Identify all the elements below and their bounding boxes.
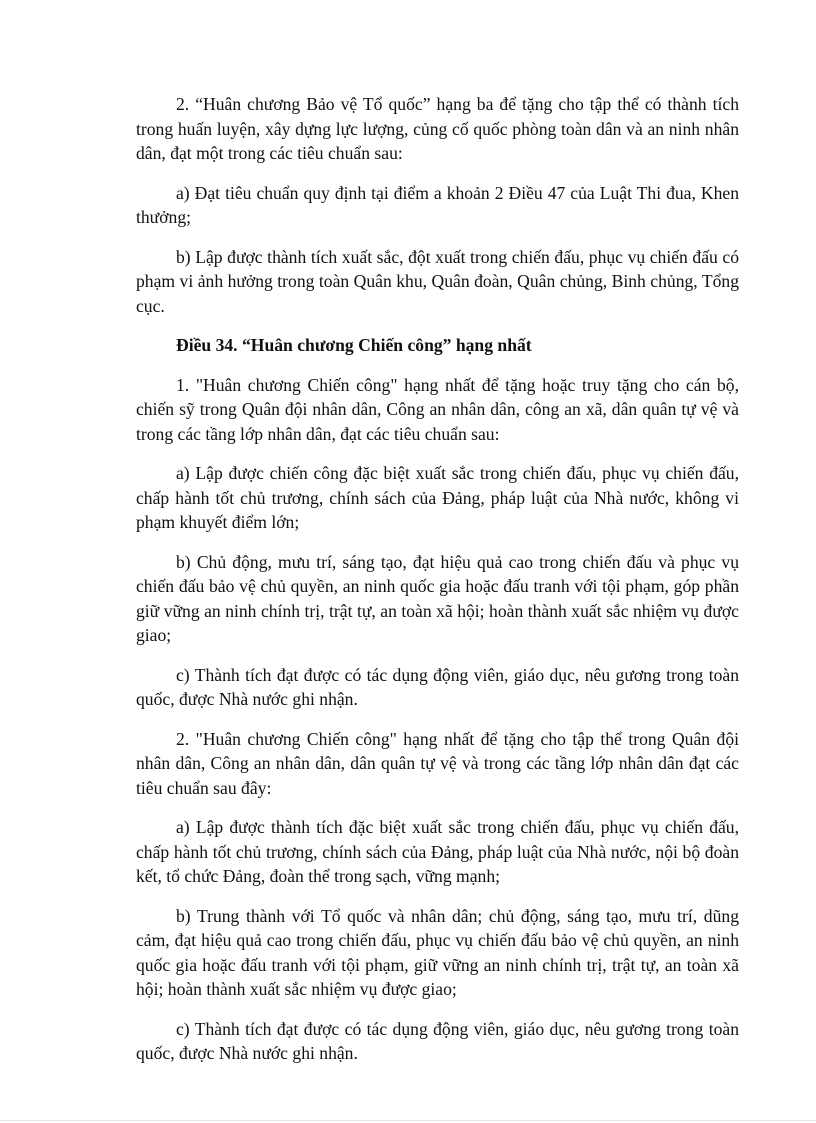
paragraph-clause-2-point-a: a) Lập được thành tích đặc biệt xuất sắc trong chiến đấu, phục vụ chiến đấu, chấp hành tốt chủ trương, chính sách của Đảng, pháp luật của Nhà nước, nội bộ đoàn kết, tổ chức Đảng, đoàn thể trong sạch, vững mạnh; [136, 817, 739, 886]
paragraph-article-34-clause-2: 2. "Huân chương Chiến công" hạng nhất để tặng cho tập thể trong Quân đội nhân dân, Công an nhân dân, dân quân tự vệ và trong các tầng lớp nhân dân đạt các tiêu chuẩn sau đây: [136, 728, 739, 798]
paragraph-article-34-clause-1: 1. "Huân chương Chiến công" hạng nhất để tặng hoặc truy tặng cho cán bộ, chiến sỹ trong Quân đội nhân dân, Công an nhân dân, công an xã, dân quân tự vệ và trong các tầng lớp nhân dân, đạt các tiêu chuẩn sau: [136, 374, 739, 444]
paragraph-clause-1-point-a: a) Lập được chiến công đặc biệt xuất sắc trong chiến đấu, phục vụ chiến đấu, chấp hành tốt chủ trương, chính sách của Đảng, pháp luật của Nhà nước, không vi phạm khuyết điểm lớn; [136, 463, 739, 532]
document-page [136, 92, 739, 1081]
article-34-heading: Điều 34. “Huân chương Chiến công” hạng nhất [176, 335, 532, 355]
paragraph-clause-1-point-c: c) Thành tích đạt được có tác dụng động viên, giáo dục, nêu gương trong toàn quốc, được Nhà nước ghi nhận. [136, 664, 739, 709]
paragraph-clause-2-defense-order: 2. “Huân chương Bảo vệ Tổ quốc” hạng ba để tặng cho tập thể có thành tích trong huấn luyện, xây dựng lực lượng, củng cố quốc phòng toàn dân và an ninh nhân dân, đạt một trong các tiêu chuẩn sau: [136, 94, 739, 163]
page-bottom-divider [0, 1120, 816, 1121]
paragraph-clause-2-point-c: c) Thành tích đạt được có tác dụng động viên, giáo dục, nêu gương trong toàn quốc, được Nhà nước ghi nhận. [136, 1018, 739, 1063]
paragraph-point-a: a) Đạt tiêu chuẩn quy định tại điểm a khoản 2 Điều 47 của Luật Thi đua, Khen thưởng; [136, 182, 739, 227]
paragraph-clause-2-point-b: b) Trung thành với Tổ quốc và nhân dân; chủ động, sáng tạo, mưu trí, dũng cảm, đạt hiệu quả cao trong chiến đấu, phục vụ chiến đấu bảo vệ chủ quyền, an ninh quốc gia hoặc đấu tranh với tội phạm, giữ vững an ninh chính trị, trật tự, an toàn xã hội; hoàn thành xuất sắc nhiệm vụ được giao; [136, 905, 739, 999]
paragraph-clause-1-point-b: b) Chủ động, mưu trí, sáng tạo, đạt hiệu quả cao trong chiến đấu và phục vụ chiến đấu bảo vệ chủ quyền, an ninh quốc gia hoặc đấu tranh với tội phạm, góp phần giữ vững an ninh chính trị, trật tự, an toàn xã hội; hoàn thành xuất sắc nhiệm vụ được giao; [136, 551, 739, 645]
paragraph-point-b: b) Lập được thành tích xuất sắc, đột xuất trong chiến đấu, phục vụ chiến đấu có phạm vi ảnh hưởng trong toàn Quân khu, Quân đoàn, Quân chủng, Binh chủng, Tổng cục. [136, 246, 739, 316]
